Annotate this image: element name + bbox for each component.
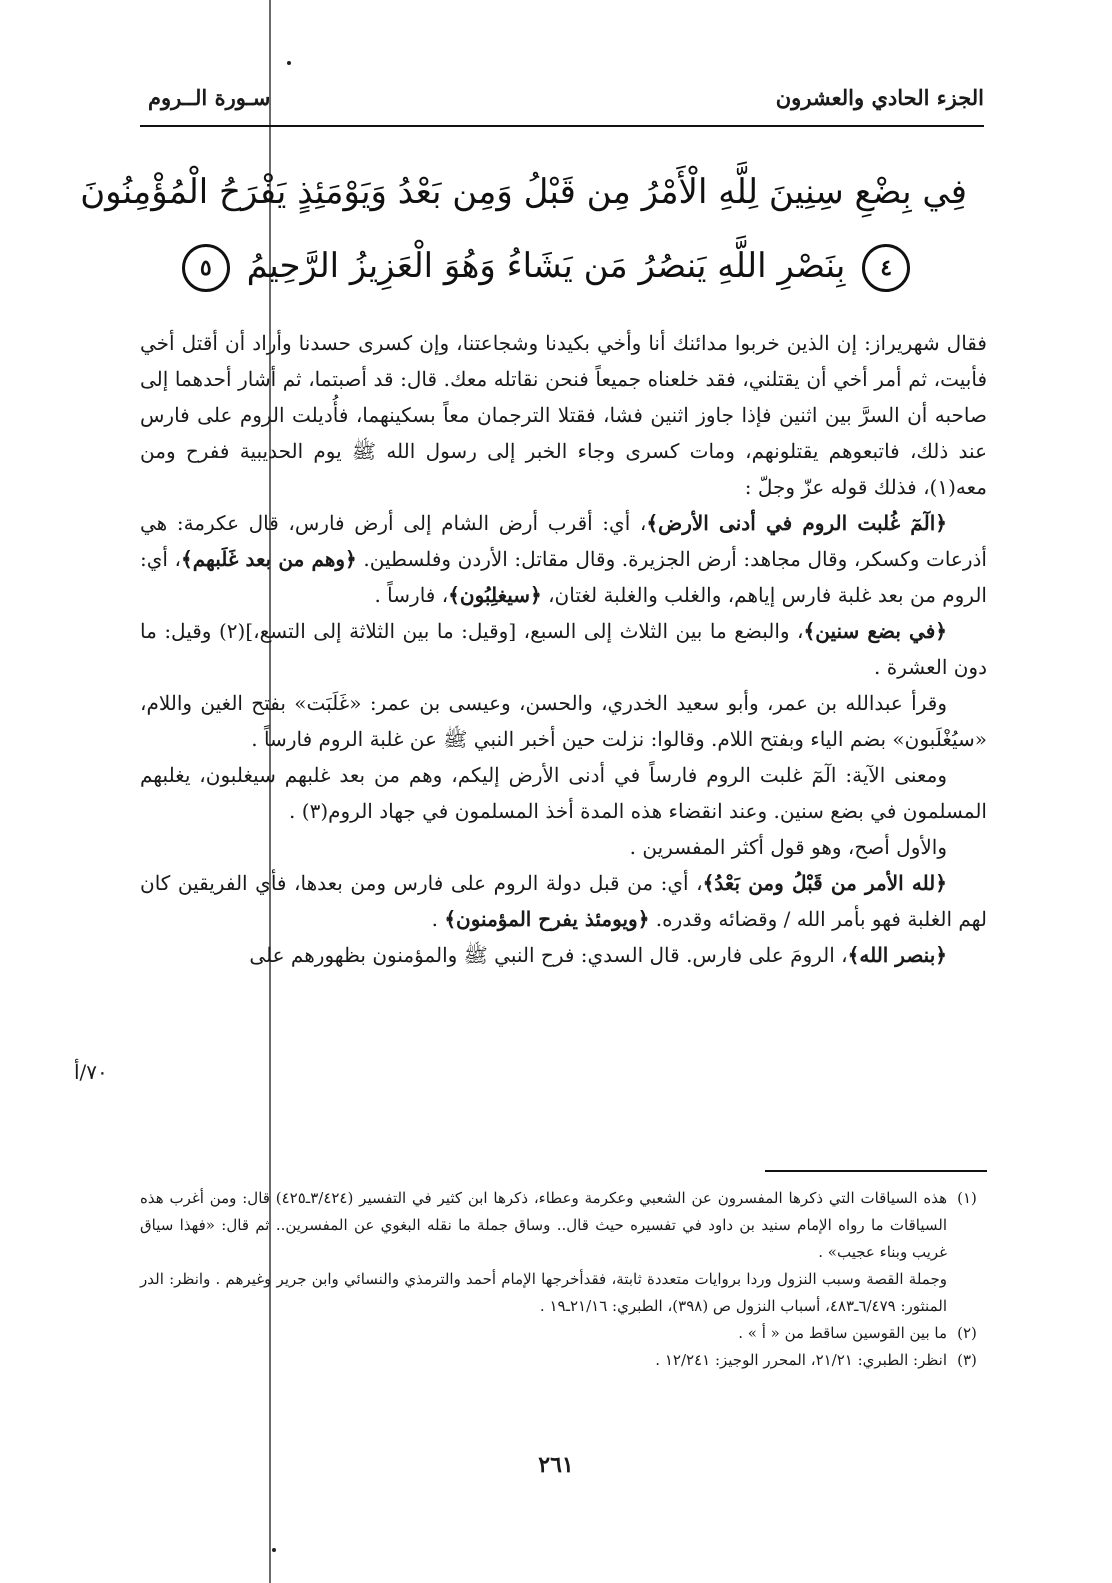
paragraph: وقرأ عبدالله بن عمر، وأبو سعيد الخدري، والحسن، وعيسى بن عمر: «غَلَبَت» بفتح الغين واللام، «سيُغْلَبون» بضم الياء وبفتح اللام. وقالوا: نزلت حين أخبر النبي ﷺ عن غلبة الروم فارساً . — [140, 691, 987, 751]
paragraph-text: ، الرومَ على فارس. قال السدي: فرح النبي ﷺ والمؤمنون بظهورهم على — [249, 943, 848, 967]
quoted-verse: ﴿بنصر الله﴾ — [847, 943, 947, 967]
footnote-rule — [765, 1170, 987, 1172]
footnote-number: (٣) — [957, 1351, 977, 1369]
paragraph-text: . — [431, 907, 445, 931]
scan-speck — [287, 61, 291, 65]
footnote-number: (١) — [957, 1189, 977, 1207]
footnote-text: وجملة القصة وسبب النزول وردا بروايات متعددة ثابتة، فقدأخرجها الإمام أحمد والترمذي والنسائي وابن جرير وغيرهم . وانظر: الدر المنثور: ٦/٤٧٩ـ٤٨٣، أسباب النزول ص (٣٩٨)، الطبري: ٢١/١٦ـ١٩ . — [140, 1270, 947, 1315]
paragraph: والأول أصح، وهو قول أكثر المفسرين . — [629, 835, 947, 859]
quoted-verse: ﴿في بضع سنين﴾ — [803, 619, 948, 643]
footnote-text: انظر: الطبري: ٢١/٢١، المحرر الوجيز: ١٢/٢٤١ . — [655, 1351, 947, 1369]
quran-verse-line-1: فِي بِضْعِ سِنِينَ لِلَّهِ الْأَمْرُ مِن قَبْلُ وَمِن بَعْدُ وَيَوْمَئِذٍ يَفْرَحُ الْمُؤْمِنُونَ — [80, 172, 967, 212]
quoted-verse: ﴿ويومئذ يفرح المؤمنون﴾ — [444, 907, 650, 931]
quoted-verse: ﴿وهم من بعد غَلَبهم﴾ — [180, 547, 357, 571]
quran-verse-line-2 — [125, 244, 967, 292]
running-header-part: الجزء الحادي والعشرون — [775, 85, 984, 110]
paragraph — [140, 937, 987, 973]
page-number: ٢٦١ — [538, 1452, 574, 1478]
footnote — [140, 1320, 987, 1347]
footnote-text: هذه السياقات التي ذكرها المفسرون عن الشعبي وعكرمة وعطاء، ذكرها ابن كثير في التفسير (٣/٤٢٤ـ٤٢٥) قال: ومن أغرب هذه السياقات ما رواه الإمام سنيد بن داود في تفسيره حيث قال.. وساق جملة ما نقله البغوي عن المفسرين.. ثم قال: «فهذا سياق غريب وبناء عجيب» . — [140, 1189, 947, 1261]
paragraph — [140, 505, 987, 613]
verse-number-marker: ٥ — [182, 244, 230, 292]
paragraph — [140, 865, 987, 937]
quoted-verse: ﴿الٓمٓ غُلبت الروم في أدنى الأرض﴾ — [646, 511, 947, 535]
footnote — [140, 1185, 987, 1266]
quoted-verse: ﴿لله الأمر من قَبْلُ ومن بَعْدُ﴾ — [702, 871, 947, 895]
commentary-body — [140, 325, 987, 973]
verse-text: بِنَصْرِ اللَّهِ يَنصُرُ مَن يَشَاءُ وَهُوَ الْعَزِيزُ الرَّحِيمُ — [246, 246, 846, 286]
paragraph-text: ، أي: من قبل دولة الروم على فارس ومن بعدها، فأي الفريقين كان لهم الغلبة فهو بأمر الله / وقضائه وقدره. — [140, 871, 987, 931]
paragraph — [140, 613, 987, 685]
header-rule — [140, 125, 984, 127]
paragraph: فقال شهريراز: إن الذين خربوا مدائنك أنا وأخي بكيدنا وشجاعتنا، وإن كسرى حسدنا وأراد أن أقتل أخي فأبيت، ثم أمر أخي أن يقتلني، فقد خلعناه جميعاً فنحن نقاتله معك. قال: قد أصبتما، ثم أشار أحدهما إلى صاحبه أن السرَّ بين اثنين فإذا جاوز اثنين فشا، فقتلا الترجمان معاً بسكينهما، فأُديلت الروم على فارس عند ذلك، فاتبعوهم يقتلونهم، ومات كسرى وجاء الخبر إلى رسول الله ﷺ يوم الحديبية ففرح ومن معه(١)، فذلك قوله عزّ وجلّ : — [140, 331, 987, 499]
footnote-text: ما بين القوسين ساقط من « أ » . — [738, 1324, 947, 1342]
manuscript-folio-note: ٧٠/أ — [74, 1060, 108, 1084]
paragraph-text: ، والبضع ما بين الثلاث إلى السبع، [وقيل: ما بين الثلاثة إلى التسع،](٢) وقيل: ما دون العشرة . — [140, 619, 987, 679]
footnote-number: (٢) — [957, 1324, 977, 1342]
footnote-continuation — [140, 1266, 987, 1320]
footnote — [140, 1347, 987, 1374]
footnotes — [140, 1185, 987, 1374]
paragraph-text: ، فارساً . — [374, 583, 449, 607]
footnote-number — [947, 1266, 987, 1320]
quoted-verse: ﴿سيغلِبُون﴾ — [448, 583, 542, 607]
running-header-surah: سـورة الــروم — [148, 85, 271, 110]
scan-speck — [272, 1548, 276, 1552]
paragraph-text: ، أي: أقرب أرض الشام إلى أرض فارس، قال عكرمة: هي أذرعات وكسكر، وقال مجاهد: أرض الجزيرة. وقال مقاتل: الأردن وفلسطين. — [140, 511, 987, 571]
verse-number-marker: ٤ — [862, 244, 910, 292]
paragraph: ومعنى الآية: الٓمٓ غلبت الروم فارساً في أدنى الأرض إليكم، وهم من بعد غلبهم سيغلبون، يغلبهم المسلمون في بضع سنين. وعند انقضاء هذه المدة أخذ المسلمون في جهاد الروم(٣) . — [140, 763, 987, 823]
paragraph-text: ، أي: الروم من بعد غلبة فارس إياهم، والغلب والغلبة لغتان، — [140, 547, 987, 607]
